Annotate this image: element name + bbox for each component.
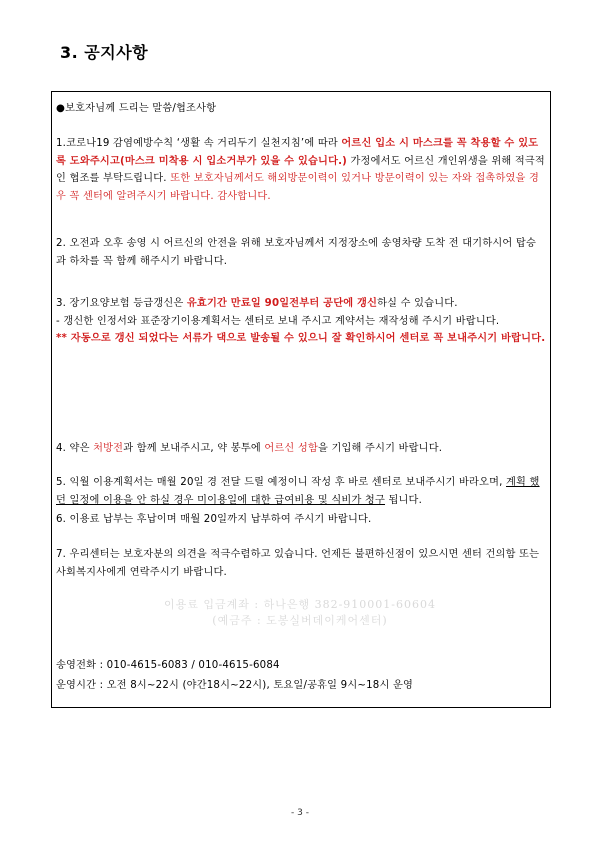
watermark-holder: (예금주 : 도봉실버데이케어센터) <box>212 614 388 627</box>
item3-renewal-period: 유효기간 만료일 90일전부터 공단에 갱신 <box>186 298 378 309</box>
item4-text-e: 을 기입해 주시기 바랍니다. <box>318 443 443 454</box>
notice-item-7: 7. 우리센터는 보호자분의 의견을 적극수렴하고 있습니다. 언제든 불편하신점이 있으시면 센터 건의함 또는 사회복지사에게 연락주시기 바랍니다. <box>56 549 540 578</box>
item4-name: 어르신 성함 <box>264 443 318 454</box>
notice-item-4 <box>56 440 546 458</box>
item5-charge-notice: 계획 했던 일정에 이용을 안 하실 경우 미이용일에 대한 급여비용 및 식비가 청구 <box>56 477 540 506</box>
notice-heading: ●보호자님께 드리는 말씀/협조사항 <box>56 103 217 114</box>
notice-item-1 <box>56 135 546 205</box>
notice-item-5 <box>56 474 546 509</box>
operating-hours: 운영시간 : 오전 8시~22시 (야간18시~22시), 토요일/공휴일 9시~18시 운영 <box>56 680 414 691</box>
item3-documents: - 갱신한 인정서와 표준장기이용계획서는 센터로 보내 주시고 계약서는 재작성해 주시기 바랍니다. <box>56 315 500 327</box>
item1-travel-notice: 또한 보호자님께서도 해외방문이력이 있거나 방문이력이 있는 자와 접촉하였을 경우 꼭 센터에 알려주시기 바랍니다. 감사합니다. <box>56 173 540 202</box>
item4-text-c: 과 함께 보내주시고, 약 봉투에 <box>123 443 265 454</box>
item1-text-c: 가정에서도 어르신 개인위생을 위해 적극적인 협조를 부탁드립니다. <box>56 155 545 184</box>
item5-text-c: 됩니다. <box>385 494 423 506</box>
item1-text-a: 1.코로나19 감염예방수칙 ‘생활 속 거리두기 실천지침’에 따라 <box>56 138 342 149</box>
item3-text-c: 하실 수 있습니다. <box>377 298 458 309</box>
watermark-account: 이용료 입금계좌 : 하나은행 382-910001-60604 <box>164 598 436 611</box>
item5-text-a: 5. 익월 이용계획서는 매월 20일 경 전달 드릴 예정이니 작성 후 바로 센터로 보내주시기 바라오며, <box>56 477 507 488</box>
section-title: 3. 공지사항 <box>60 43 149 62</box>
transport-phone: 송영전화 : 010-4615-6083 / 010-4615-6084 <box>56 660 280 671</box>
notice-item-2: 2. 오전과 오후 송영 시 어르신의 안전을 위해 보호자님께서 지정장소에 송영차량 도착 전 대기하시어 탑승과 하차를 꼭 함께 해주시기 바랍니다. <box>56 238 536 267</box>
item3-auto-renewal-notice: ** 자동으로 갱신 되었다는 서류가 댁으로 발송될 수 있으니 잘 확인하시어 센터로 꼭 보내주시기 바랍니다. <box>56 333 546 344</box>
item4-prescription: 처방전 <box>93 443 124 454</box>
page-number: - 3 - <box>291 808 309 818</box>
item4-text-a: 4. 약은 <box>56 443 94 454</box>
item3-text-a: 3. 장기요양보험 등급갱신은 <box>56 298 187 309</box>
notice-item-6: 6. 이용료 납부는 후납이며 매월 20일까지 납부하여 주시기 바랍니다. <box>56 514 372 525</box>
notice-item-3 <box>56 295 546 348</box>
item1-mask-notice: 어르신 입소 시 마스크를 꼭 착용할 수 있도록 도와주시고(마스크 미착용 시 입소거부가 있을 수 있습니다.) <box>56 138 539 167</box>
